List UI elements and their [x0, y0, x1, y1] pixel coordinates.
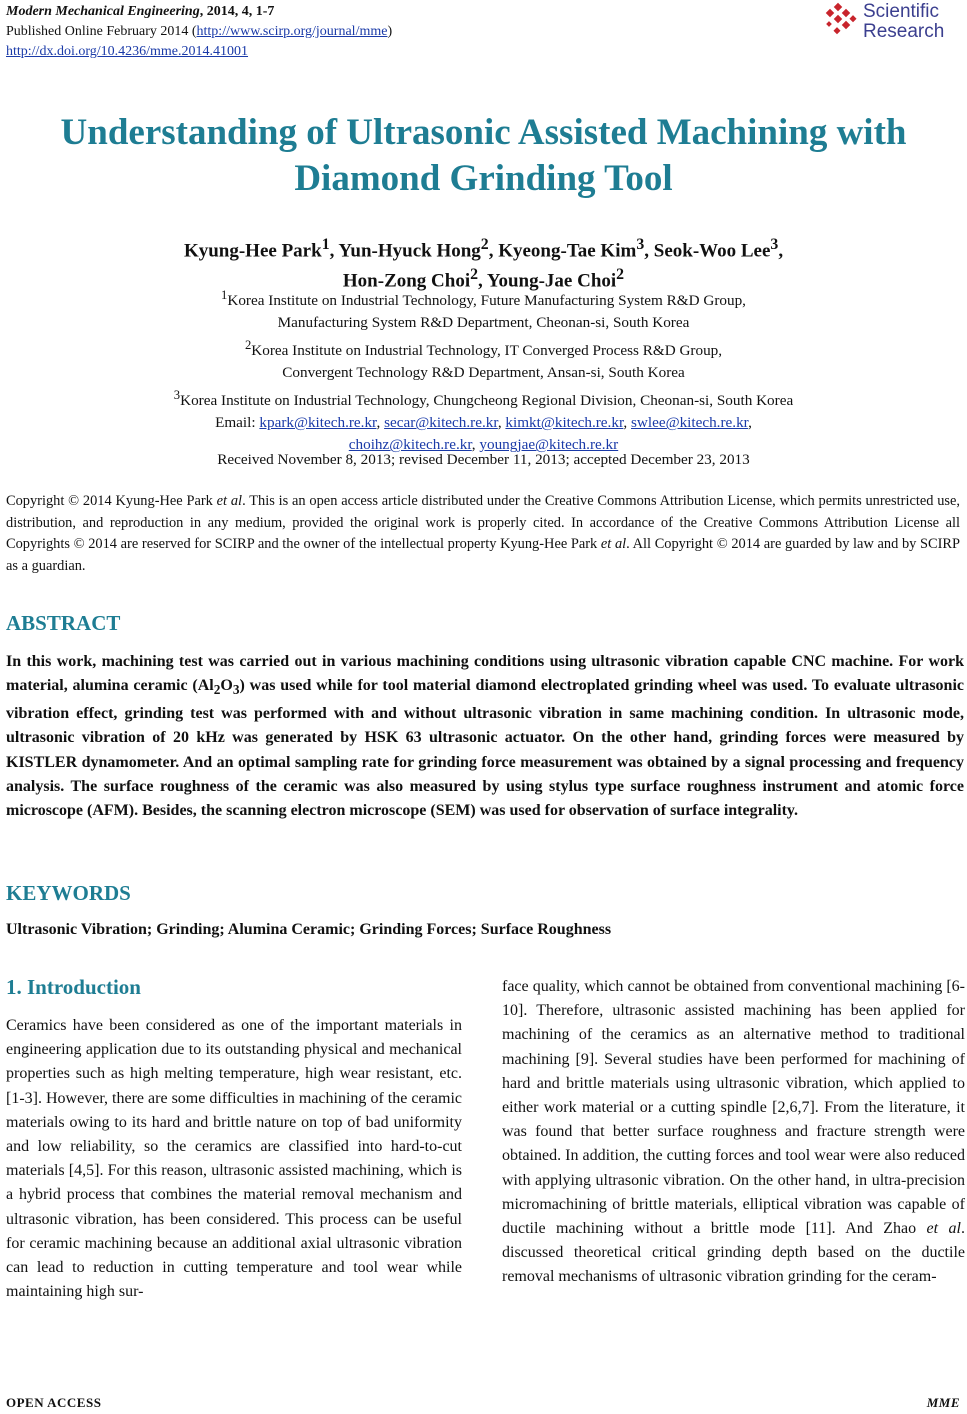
author-list: Kyung-Hee Park$^1$, Yun-Hyuck Hong$^2$, Kyeong-Tae Kim$^3$, Seok-Woo Lee$^3$, Hon-Zong Choi$^2$, Young-Jae Choi$^2$ — [183, 236, 784, 292]
published-line: Published Online February 2014 (http://www.scirp.org/journal/mme) — [6, 24, 393, 39]
email-link[interactable]: kpark@kitech.re.kr — [259, 414, 377, 432]
publisher-logo — [821, 2, 961, 46]
email-line: Email: kpark@kitech.re.kr, secar@kitech.re.kr, kimkt@kitech.re.kr, swlee@kitech.re.kr, — [215, 414, 752, 432]
journal-citation — [6, 2, 392, 22]
intro-left-column: Ceramics have been considered as one of the important materials in engineering application due to its outstanding physical and mechanical properties such as high melting temperature, high wear resistant, etc. [1-3]. However, there are some difficulties in machining of the ceramic materials owing to its hard and brittle nature on top of bad uniformity and low reliability, so the ceramics are classified into hard-to-cut materials [4,5]. For this reason, ultrasonic assisted machining, which is a hybrid process that combines the material removal mechanism and ultrasonic vibration, has been considered. This process can be useful for ceramic machining because an additional axial ultrasonic vibration can lead to reduction in cutting temperature and tool wear while maintaining high sur- — [6, 1017, 462, 1301]
email-link[interactable]: swlee@kitech.re.kr — [631, 414, 749, 432]
copyright-notice: Copyright © 2014 Kyung-Hee Park et al. This is an open access article distributed under the Creative Commons Attribution License, which permits unrestricted use, distribution, and reproduction in any medium, provided the original work is properly cited. In accordance of the Creative Commons Attribution License all Copyrights © 2014 are reserved for SCIRP and the owner of the intellectual property Kyung-Hee Park et al. All Copyright © 2014 are guarded by law and by SCIRP as a guardian. — [6, 493, 961, 574]
intro-right-column: face quality, which cannot be obtained from conventional machining [6-10]. Therefore, ultrasonic assisted machining has been applied for machining of the ceramics as an alternative method to traditional machining [9]. Several studies have been performed for machining of hard and brittle materials using ultrasonic vibration, which applied to either work material or a cutting spindle [2,6,7]. From the literature, it was found that better surface roughness and fracture strength were obtained. In addition, the cutting forces and tool wear were also reduced with applying ultrasonic vibration. On the other hand, in ultra-precision micromachining of brittle materials, elliptical vibration was capable of ductile machining without a brittle mode [11]. And Zhao et al. discussed theoretical critical grinding depth based on the ductile removal mechanisms of ultrasonic vibration grinding for the ceram- — [502, 978, 965, 1286]
affiliations: $^1$Korea Institute on Industrial Technology, Future Manufacturing System R&D Group, Manufacturing System R&D Department, Cheonan-si, South Korea $^2$Korea Institute on Industrial Technology, IT Converged Process R&D Group, Convergent Technology R&D Department, Ansan-si, South Korea $^3$Korea Institute on Industrial Technology, Chungcheong Regional Division, Cheonan-si, South Korea Email: kpark@kitech.re.kr, secar@kitech.re.kr, kimkt@kitech.re.kr, swlee@kitech.re.kr, choihz@kitech.re.kr, youngjae@kitech.re.kr — [20, 284, 947, 456]
logo-word-scientific: Scientific — [863, 1, 940, 22]
abstract-text: In this work, machining test was carried out in various machining conditions using ultrasonic vibration capable CNC machine. For work material, alumina ceramic $(Al_2O_3)$ was used while for tool material diamond electroplated grinding wheel was used. To evaluate ultrasonic vibration effect, grinding test was performed with and without ultrasonic vibration in same machining condition. In ultrasonic mode, ultrasonic vibration of 20 kHz was generated by HSK 63 ultrasonic actuator. On the other hand, grinding forces were measured by KISTLER dynamometer. And an optimal sampling rate for grinding force measurement was obtained by a signal processing and frequency analysis. The surface roughness of the ceramic was also measured by using stylus type surface roughness instrument and atomic force microscope (AFM). Besides, the scanning electron microscope (SEM) was used for observation of surface integrality. — [6, 653, 964, 819]
journal-abbrev: MME — [926, 1395, 960, 1410]
email-link[interactable]: choihz@kitech.re.kr — [348, 436, 472, 454]
journal-issue: , 2014, 4, 1-7 — [199, 4, 275, 19]
paper-title: Understanding of Ultrasonic Assisted Machining with Diamond Grinding Tool — [60, 112, 907, 199]
journal-url-link[interactable]: http://www.scirp.org/journal/mme — [196, 24, 388, 39]
scirp-logo-icon — [821, 2, 861, 42]
page-footer — [6, 1395, 960, 1411]
email-line: choihz@kitech.re.kr, youngjae@kitech.re.kr — [348, 436, 619, 454]
introduction-heading: 1. Introduction — [6, 975, 141, 999]
logo-word-research: Research — [863, 21, 945, 42]
doi-line — [6, 42, 392, 62]
received-dates: Received November 8, 2013; revised December 11, 2013; accepted December 23, 2013 — [217, 451, 750, 468]
abstract-heading: ABSTRACT — [6, 611, 121, 635]
email-link[interactable]: youngjae@kitech.re.kr — [479, 436, 619, 454]
journal-header — [6, 2, 392, 62]
open-access-label: OPEN ACCESS — [6, 1395, 102, 1410]
email-link[interactable]: kimkt@kitech.re.kr — [505, 414, 624, 432]
keywords-heading: KEYWORDS — [6, 881, 131, 905]
email-link[interactable]: secar@kitech.re.kr — [384, 414, 498, 432]
journal-name: Modern Mechanical Engineering — [6, 4, 200, 19]
doi-link[interactable]: http://dx.doi.org/10.4236/mme.2014.41001 — [6, 44, 249, 59]
keywords-text: Ultrasonic Vibration; Grinding; Alumina Ceramic; Grinding Forces; Surface Roughness — [6, 921, 612, 938]
